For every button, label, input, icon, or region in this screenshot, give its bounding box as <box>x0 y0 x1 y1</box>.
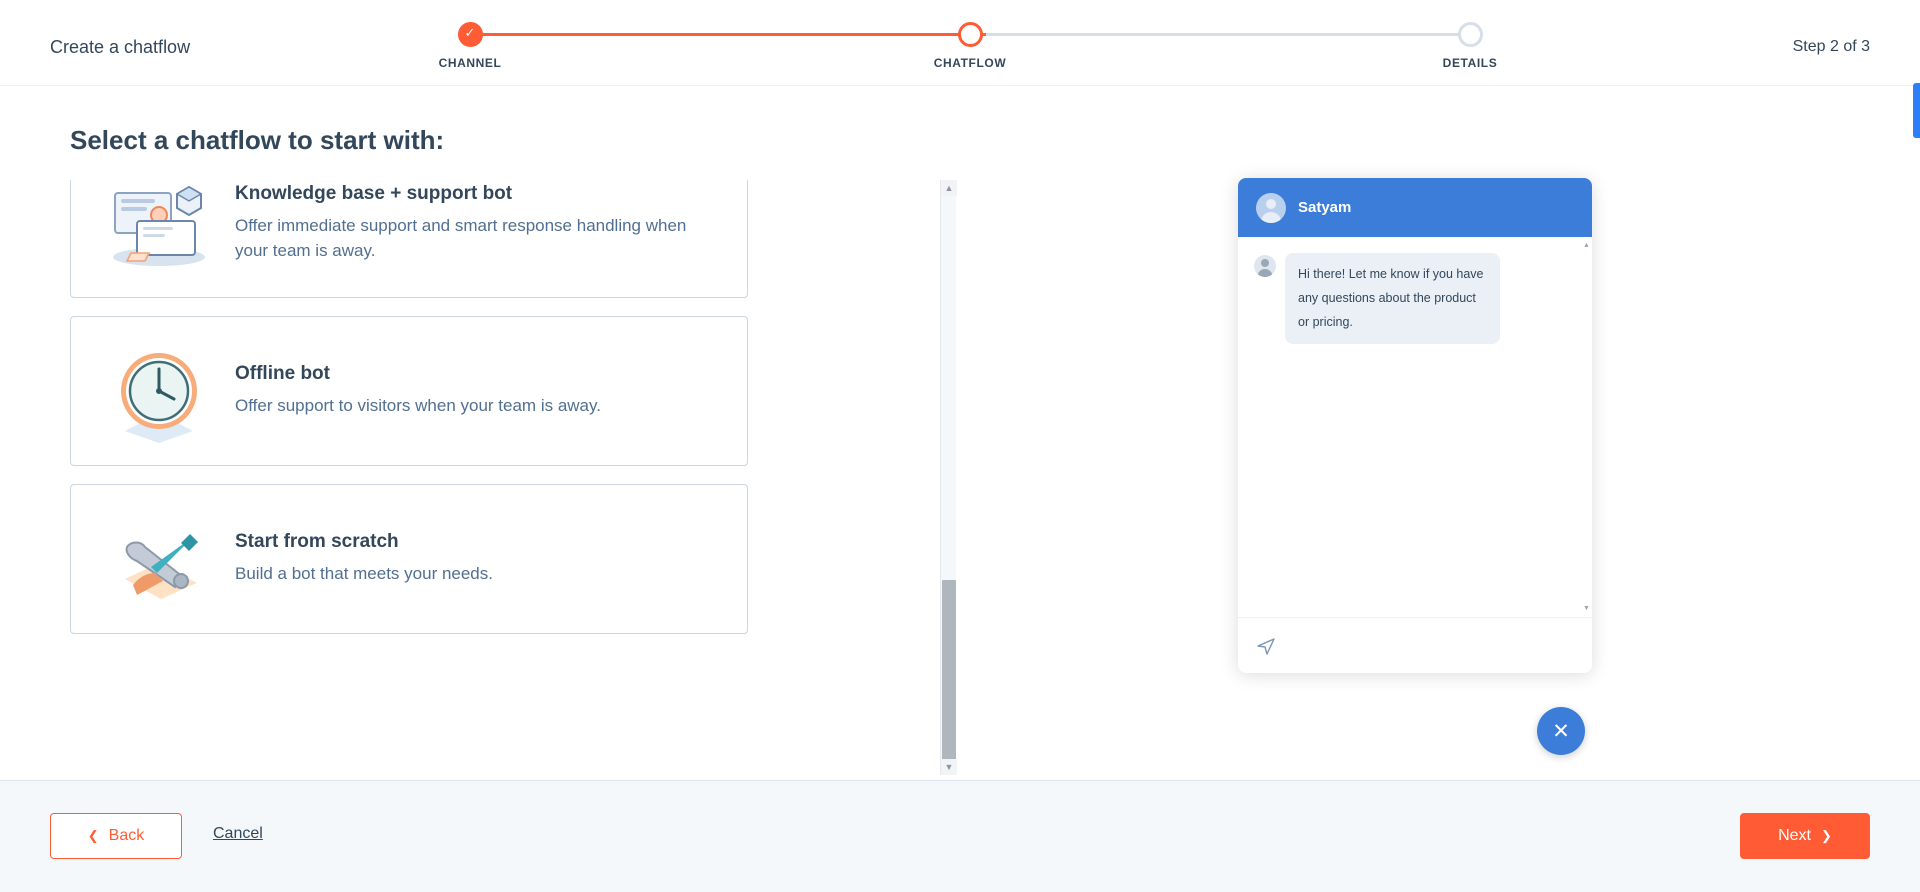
stepper-step-details[interactable] <box>1370 22 1570 70</box>
stepper-step-channel[interactable] <box>370 22 570 70</box>
chat-scrollbar[interactable] <box>1581 237 1592 617</box>
step-dot-chatflow <box>958 22 983 47</box>
section-heading: Select a chatflow to start with: <box>70 125 445 155</box>
step-dot-channel <box>458 22 483 47</box>
chat-scroll-down-icon[interactable]: ▼ <box>1583 605 1590 612</box>
tools-icon <box>97 507 221 611</box>
card-description: Build a bot that meets your needs. <box>235 564 493 584</box>
page-title: Create a chatflow <box>50 37 191 57</box>
right-edge-indicator <box>1913 83 1920 138</box>
chat-message-text: Hi there! Let me know if you have any questions about the product or pricing. <box>1285 253 1500 344</box>
avatar <box>1256 193 1286 223</box>
wizard-footer <box>0 780 1920 892</box>
next-button-label: Next <box>1778 827 1811 844</box>
step-label-details: DETAILS <box>1442 56 1498 70</box>
stepper-step-chatflow[interactable] <box>870 22 1070 70</box>
close-icon[interactable]: ✕ <box>1537 707 1585 755</box>
card-title: Knowledge base + support bot <box>235 182 513 204</box>
chat-message <box>1254 253 1576 344</box>
send-icon[interactable] <box>1256 636 1276 656</box>
chevron-right-icon: ❯ <box>1821 828 1832 843</box>
wizard-stepper <box>435 22 1505 77</box>
chatflow-template-list <box>70 180 960 775</box>
chatflow-card-start-from-scratch[interactable] <box>70 484 748 634</box>
top-bar <box>0 0 1920 86</box>
card-description: Offer support to visitors when your team is away. <box>235 396 601 416</box>
step-label-channel: CHANNEL <box>438 56 502 70</box>
check-icon: ✓ <box>464 25 476 40</box>
chat-preview-body <box>1238 237 1592 617</box>
chat-scroll-up-icon[interactable]: ▲ <box>1583 242 1590 249</box>
scroll-up-icon[interactable]: ▲ <box>941 180 957 196</box>
chat-agent-name: Satyam <box>1298 199 1352 216</box>
chat-preview-header <box>1238 178 1592 237</box>
message-avatar <box>1254 255 1276 277</box>
back-button[interactable] <box>50 813 182 859</box>
knowledge-base-icon <box>97 180 221 275</box>
chatflow-list-scrollbar[interactable] <box>940 180 956 775</box>
chevron-left-icon: ❮ <box>87 828 99 843</box>
step-dot-details <box>1458 22 1483 47</box>
card-title: Start from scratch <box>235 531 399 553</box>
card-description: Offer immediate support and smart response handling when your team is away. <box>235 215 687 260</box>
clock-icon <box>97 339 221 443</box>
next-button[interactable] <box>1740 813 1870 859</box>
step-label-chatflow: CHATFLOW <box>933 56 1007 70</box>
chat-widget-preview <box>1238 178 1592 673</box>
chatflow-card-knowledge-base[interactable] <box>70 180 748 298</box>
chat-preview-footer[interactable] <box>1238 617 1592 673</box>
back-button-label: Back <box>108 827 145 844</box>
cancel-button[interactable]: Cancel <box>213 825 263 842</box>
scrollbar-thumb[interactable] <box>942 580 956 760</box>
chatflow-card-offline-bot[interactable] <box>70 316 748 466</box>
scroll-down-icon[interactable]: ▼ <box>941 759 957 775</box>
step-counter: Step 2 of 3 <box>1792 38 1870 55</box>
card-title: Offline bot <box>235 363 330 385</box>
